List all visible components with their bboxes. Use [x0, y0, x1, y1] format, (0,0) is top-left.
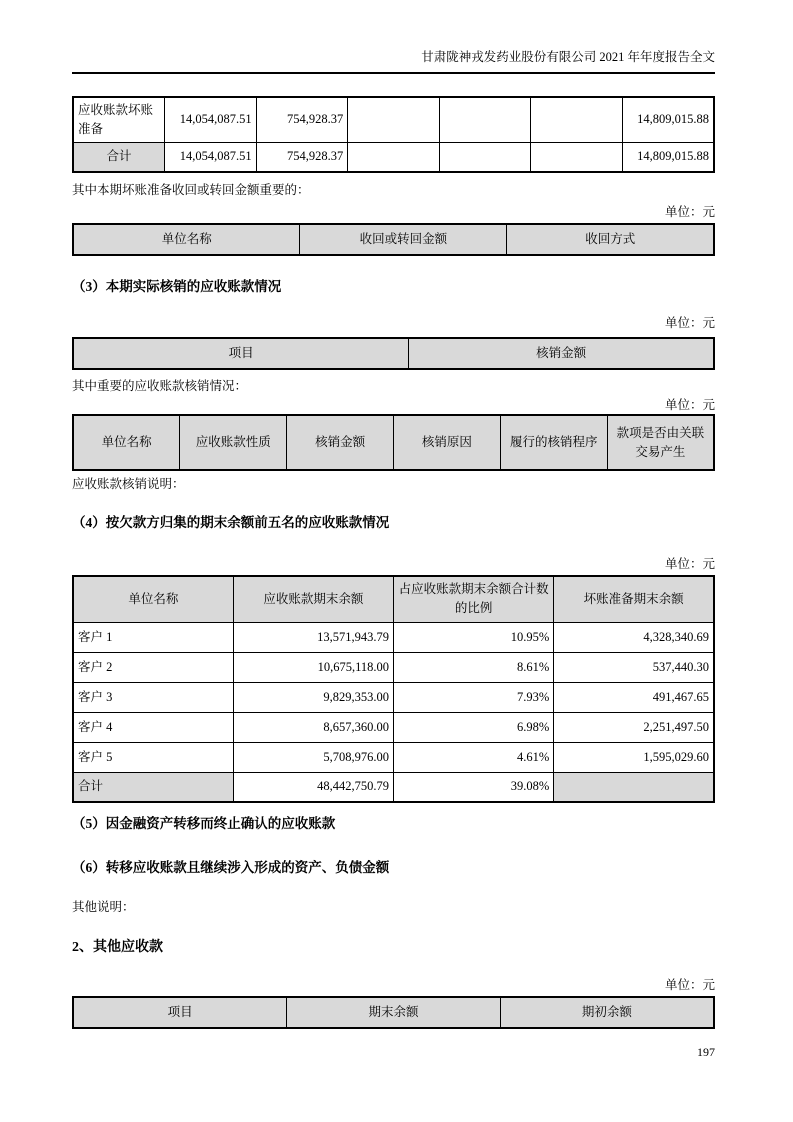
- unit-label: 单位：元: [664, 557, 715, 571]
- table-header-row: [73, 415, 714, 470]
- cell-value: 754,928.37: [256, 142, 348, 172]
- cell-value: [348, 142, 440, 172]
- cell-value: [439, 97, 531, 142]
- column-header: 收回或转回金额: [300, 224, 507, 255]
- total-label: 合计: [73, 142, 165, 172]
- column-header: 款项是否由关联交易产生: [607, 415, 714, 470]
- cell-value: 14,054,087.51: [165, 97, 257, 142]
- cell-value: [531, 97, 623, 142]
- cell-value: 754,928.37: [256, 97, 348, 142]
- provision-value: 537,440.30: [554, 652, 714, 682]
- section-heading-4: （4）按欠款方归集的期末余额前五名的应收账款情况: [72, 515, 390, 530]
- cell-value: [531, 142, 623, 172]
- writeoff-desc-note: 应收账款核销说明：: [72, 477, 185, 491]
- ratio-value: 4.61%: [394, 742, 554, 772]
- row-label: 应收账款坏账准备: [73, 97, 165, 142]
- provision-value: 491,467.65: [554, 682, 714, 712]
- column-header: 核销原因: [393, 415, 500, 470]
- table-header-row: [73, 224, 714, 255]
- column-header: 占应收账款期末余额合计数的比例: [394, 576, 554, 622]
- section-heading-other-receivables: 2、其他应收款: [72, 940, 163, 955]
- balance-value: 10,675,118.00: [233, 652, 393, 682]
- total-label: 合计: [73, 772, 233, 802]
- customer-name: 客户 4: [73, 712, 233, 742]
- column-header: 应收账款期末余额: [233, 576, 393, 622]
- section-heading-3: （3）本期实际核销的应收账款情况: [72, 279, 282, 294]
- recover-note: 其中本期坏账准备收回或转回金额重要的：: [72, 183, 310, 197]
- column-header: 单位名称: [73, 415, 180, 470]
- table-header-row: [73, 338, 714, 369]
- unit-label: 单位：元: [664, 978, 715, 992]
- writeoff-table: [72, 337, 715, 370]
- balance-total: 48,442,750.79: [233, 772, 393, 802]
- provision-total: [554, 772, 714, 802]
- provision-value: 2,251,497.50: [554, 712, 714, 742]
- cell-value: 14,809,015.88: [622, 142, 714, 172]
- column-header: 项目: [73, 338, 409, 369]
- provision-value: 4,328,340.69: [554, 622, 714, 652]
- writeoff-note: 其中重要的应收账款核销情况：: [72, 379, 248, 393]
- cell-value: 14,809,015.88: [622, 97, 714, 142]
- recover-table: [72, 223, 715, 256]
- column-header: 期末余额: [287, 997, 501, 1028]
- table-row: [73, 742, 714, 772]
- cell-value: [439, 142, 531, 172]
- top5-receivables-table: [72, 575, 715, 803]
- ratio-total: 39.08%: [394, 772, 554, 802]
- column-header: 核销金额: [409, 338, 714, 369]
- balance-value: 5,708,976.00: [233, 742, 393, 772]
- column-header: 核销金额: [287, 415, 394, 470]
- page-number: 197: [697, 1045, 715, 1059]
- bad-debt-provision-table: [72, 96, 715, 173]
- balance-value: 8,657,360.00: [233, 712, 393, 742]
- ratio-value: 7.93%: [394, 682, 554, 712]
- table-row: [73, 622, 714, 652]
- column-header: 期初余额: [500, 997, 714, 1028]
- column-header: 单位名称: [73, 224, 300, 255]
- table-row: [73, 652, 714, 682]
- balance-value: 13,571,943.79: [233, 622, 393, 652]
- table-total-row: [73, 772, 714, 802]
- ratio-value: 8.61%: [394, 652, 554, 682]
- table-total-row: [73, 142, 714, 172]
- other-note: 其他说明：: [72, 900, 135, 914]
- section-heading-6: （6）转移应收账款且继续涉入形成的资产、负债金额: [72, 860, 390, 875]
- customer-name: 客户 2: [73, 652, 233, 682]
- table-row: [73, 712, 714, 742]
- column-header: 收回方式: [507, 224, 714, 255]
- customer-name: 客户 3: [73, 682, 233, 712]
- unit-label: 单位：元: [664, 316, 715, 330]
- provision-value: 1,595,029.60: [554, 742, 714, 772]
- table-row: [73, 97, 714, 142]
- header-rule: [72, 72, 715, 74]
- column-header: 履行的核销程序: [500, 415, 607, 470]
- table-header-row: [73, 576, 714, 622]
- customer-name: 客户 5: [73, 742, 233, 772]
- balance-value: 9,829,353.00: [233, 682, 393, 712]
- cell-value: [348, 97, 440, 142]
- table-row: [73, 682, 714, 712]
- column-header: 应收账款性质: [180, 415, 287, 470]
- cell-value: 14,054,087.51: [165, 142, 257, 172]
- unit-label: 单位：元: [664, 205, 715, 219]
- table-header-row: [73, 997, 714, 1028]
- report-header-title: 甘肃陇神戎发药业股份有限公司 2021 年年度报告全文: [421, 50, 715, 64]
- column-header: 项目: [73, 997, 287, 1028]
- column-header: 单位名称: [73, 576, 233, 622]
- unit-label: 单位：元: [664, 398, 715, 412]
- column-header: 坏账准备期末余额: [554, 576, 714, 622]
- other-receivables-table: [72, 996, 715, 1029]
- ratio-value: 6.98%: [394, 712, 554, 742]
- section-heading-5: （5）因金融资产转移而终止确认的应收账款: [72, 816, 336, 831]
- ratio-value: 10.95%: [394, 622, 554, 652]
- customer-name: 客户 1: [73, 622, 233, 652]
- writeoff-detail-table: [72, 414, 715, 471]
